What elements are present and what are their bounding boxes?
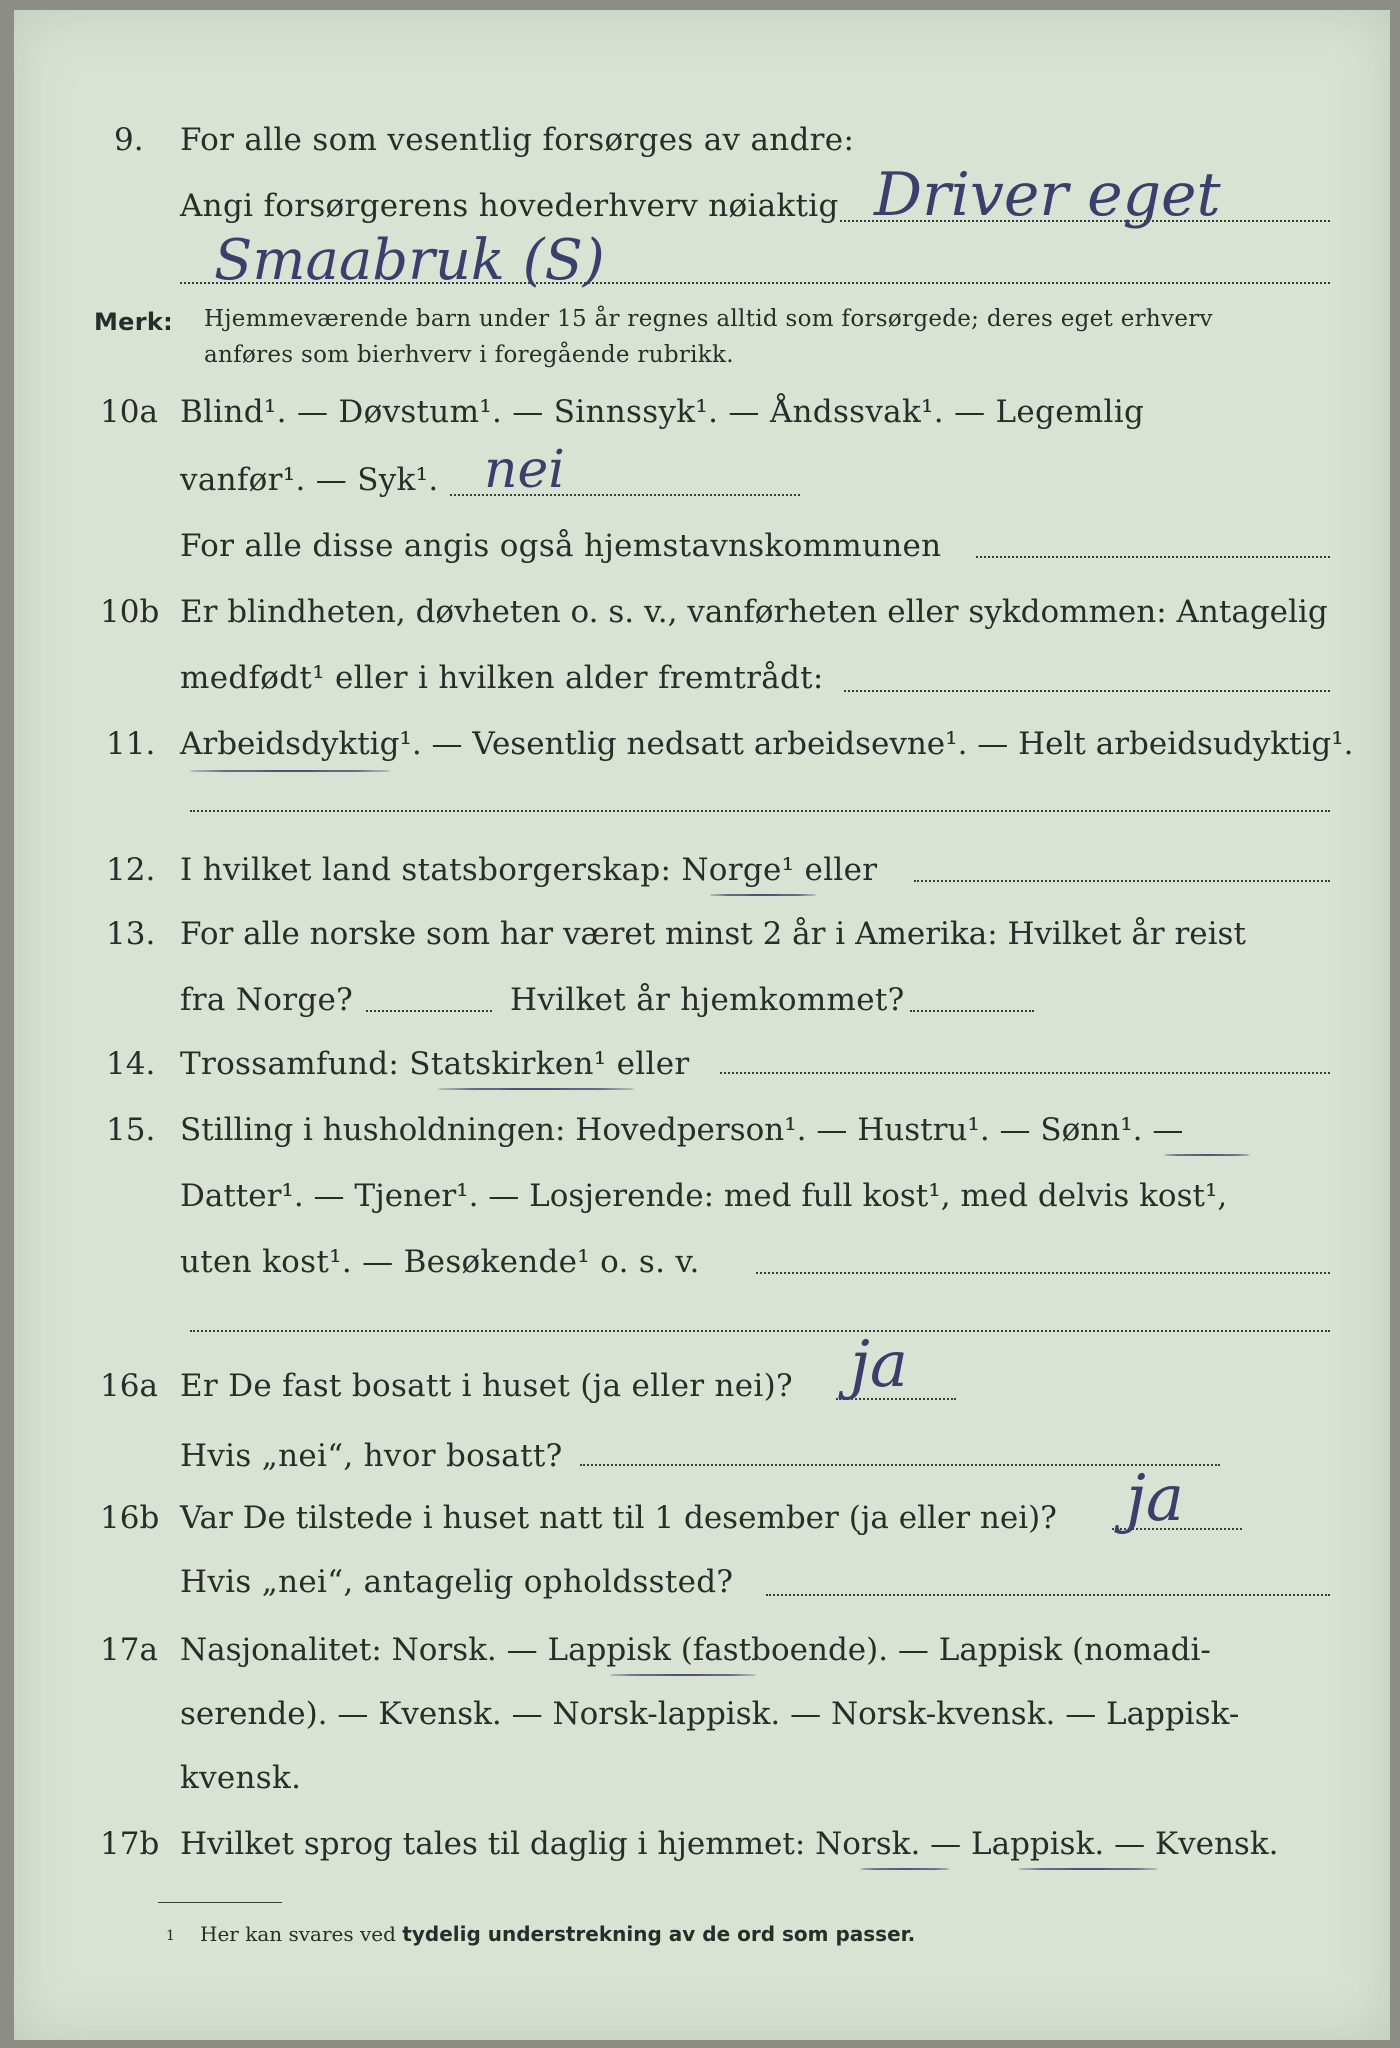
q10a-line2: vanfør¹. — Syk¹.: [180, 462, 439, 498]
q15-answer-line2: [190, 1330, 1330, 1332]
q16b-line2: Hvis „nei“, antagelig opholdssted?: [180, 1564, 734, 1600]
q9-handwritten-answer-b: Smaabruk (S): [214, 228, 605, 293]
q10a-kommune-line: [976, 556, 1330, 558]
q17b-underline-lappisk: [1018, 1868, 1158, 1870]
footnote-text: [200, 1922, 915, 1946]
footnote-text-a: Her kan svares ved: [200, 1922, 396, 1946]
q15-line3: uten kost¹. — Besøkende¹ o. s. v.: [180, 1244, 700, 1280]
q10b-number: 10b: [100, 594, 160, 630]
q17a-underline-lappisk: [610, 1674, 756, 1676]
q16a-bosatt-line: [580, 1464, 1220, 1466]
q15-line2: Datter¹. — Tjener¹. — Losjerende: med full kost¹, med delvis kost¹,: [180, 1178, 1228, 1214]
q9-line2: Angi forsørgerens hovederhverv nøiaktig: [180, 188, 839, 224]
q10a-line1: Blind¹. — Døvstum¹. — Sinnssyk¹. — Åndssvak¹. — Legemlig: [180, 394, 1145, 430]
q12-answer-line: [914, 880, 1330, 882]
q15-answer-line1: [756, 1272, 1330, 1274]
q17b-underline-norsk: [860, 1868, 950, 1870]
q15-line1: Stilling i husholdningen: Hovedperson¹. — Hustru¹. — Sønn¹. —: [180, 1112, 1184, 1148]
q16a-handwritten-answer: ja: [850, 1328, 908, 1402]
q10b-line2: medfødt¹ eller i hvilken alder fremtrådt:: [180, 660, 824, 696]
q17b-line1: Hvilket sprog tales til daglig i hjemmet: Norsk. — Lappisk. — Kvensk.: [180, 1826, 1279, 1862]
q11-answer-line: [190, 810, 1330, 812]
q9-line1: For alle som vesentlig forsørges av andre:: [180, 122, 855, 158]
q17a-line2: serende). — Kvensk. — Norsk-lappisk. — Norsk-kvensk. — Lappisk-: [180, 1696, 1240, 1732]
footnote-text-b: tydelig understrekning av de ord som passer.: [402, 1922, 916, 1946]
q16b-handwritten-answer: ja: [1126, 1462, 1184, 1536]
q10b-answer-line: [844, 690, 1330, 692]
q13-line2a: fra Norge?: [180, 982, 354, 1018]
q13-line2b: Hvilket år hjemkommet?: [510, 982, 905, 1018]
q11-line1: Arbeidsdyktig¹. — Vesentlig nedsatt arbeidsevne¹. — Helt arbeidsudyktig¹.: [180, 726, 1354, 762]
q17a-line1: Nasjonalitet: Norsk. — Lappisk (fastboende). — Lappisk (nomadi-: [180, 1632, 1211, 1668]
q10a-line3: For alle disse angis også hjemstavnskommunen: [180, 528, 942, 564]
q15-underline-sonn: [1164, 1154, 1250, 1156]
q13-line1: For alle norske som har været minst 2 år i Amerika: Hvilket år reist: [180, 916, 1246, 952]
footnote-rule: [158, 1902, 282, 1903]
q12-underline-norge: [710, 894, 816, 896]
q16a-line2: Hvis „nei“, hvor bosatt?: [180, 1438, 563, 1474]
q11-underline-arbeidsdyktig: [190, 770, 390, 772]
q10a-handwritten-answer: nei: [484, 440, 565, 500]
footnote-mark: 1: [166, 1928, 175, 1944]
merk-line1: Hjemmeværende barn under 15 år regnes alltid som forsørgede; deres eget erhverv: [204, 306, 1213, 332]
q14-line1: Trossamfund: Statskirken¹ eller: [180, 1046, 690, 1082]
q12-line1: I hvilket land statsborgerskap: Norge¹ eller: [180, 852, 878, 888]
q17a-line3: kvensk.: [180, 1760, 302, 1796]
q16b-number: 16b: [100, 1500, 160, 1536]
q14-number: 14.: [106, 1046, 156, 1082]
q15-number: 15.: [106, 1112, 156, 1148]
q12-number: 12.: [106, 852, 156, 888]
q16b-line1: Var De tilstede i huset natt til 1 desember (ja eller nei)?: [180, 1500, 1057, 1536]
merk-label: Merk:: [94, 308, 174, 336]
q13-reist-line: [366, 1010, 492, 1012]
census-form-page: [14, 10, 1390, 2040]
q14-answer-line: [720, 1072, 1330, 1074]
q13-hjemkommet-line: [910, 1010, 1034, 1012]
merk-line2: anføres som bierhverv i foregående rubrikk.: [204, 342, 734, 368]
q14-underline-statskirken: [438, 1088, 634, 1090]
q16a-number: 16a: [100, 1368, 158, 1404]
q10b-line1: Er blindheten, døvheten o. s. v., vanførheten eller sykdommen: Antagelig: [180, 594, 1328, 630]
q17a-number: 17a: [100, 1632, 158, 1668]
q16a-line1: Er De fast bosatt i huset (ja eller nei)?: [180, 1368, 793, 1404]
q9-handwritten-answer-a: Driver eget: [874, 160, 1221, 230]
q10a-number: 10a: [100, 394, 158, 430]
q16b-opholdssted-line: [766, 1594, 1330, 1596]
q9-number: 9.: [114, 122, 144, 158]
q17b-number: 17b: [100, 1826, 160, 1862]
q13-number: 13.: [106, 916, 156, 952]
q11-number: 11.: [106, 726, 156, 762]
